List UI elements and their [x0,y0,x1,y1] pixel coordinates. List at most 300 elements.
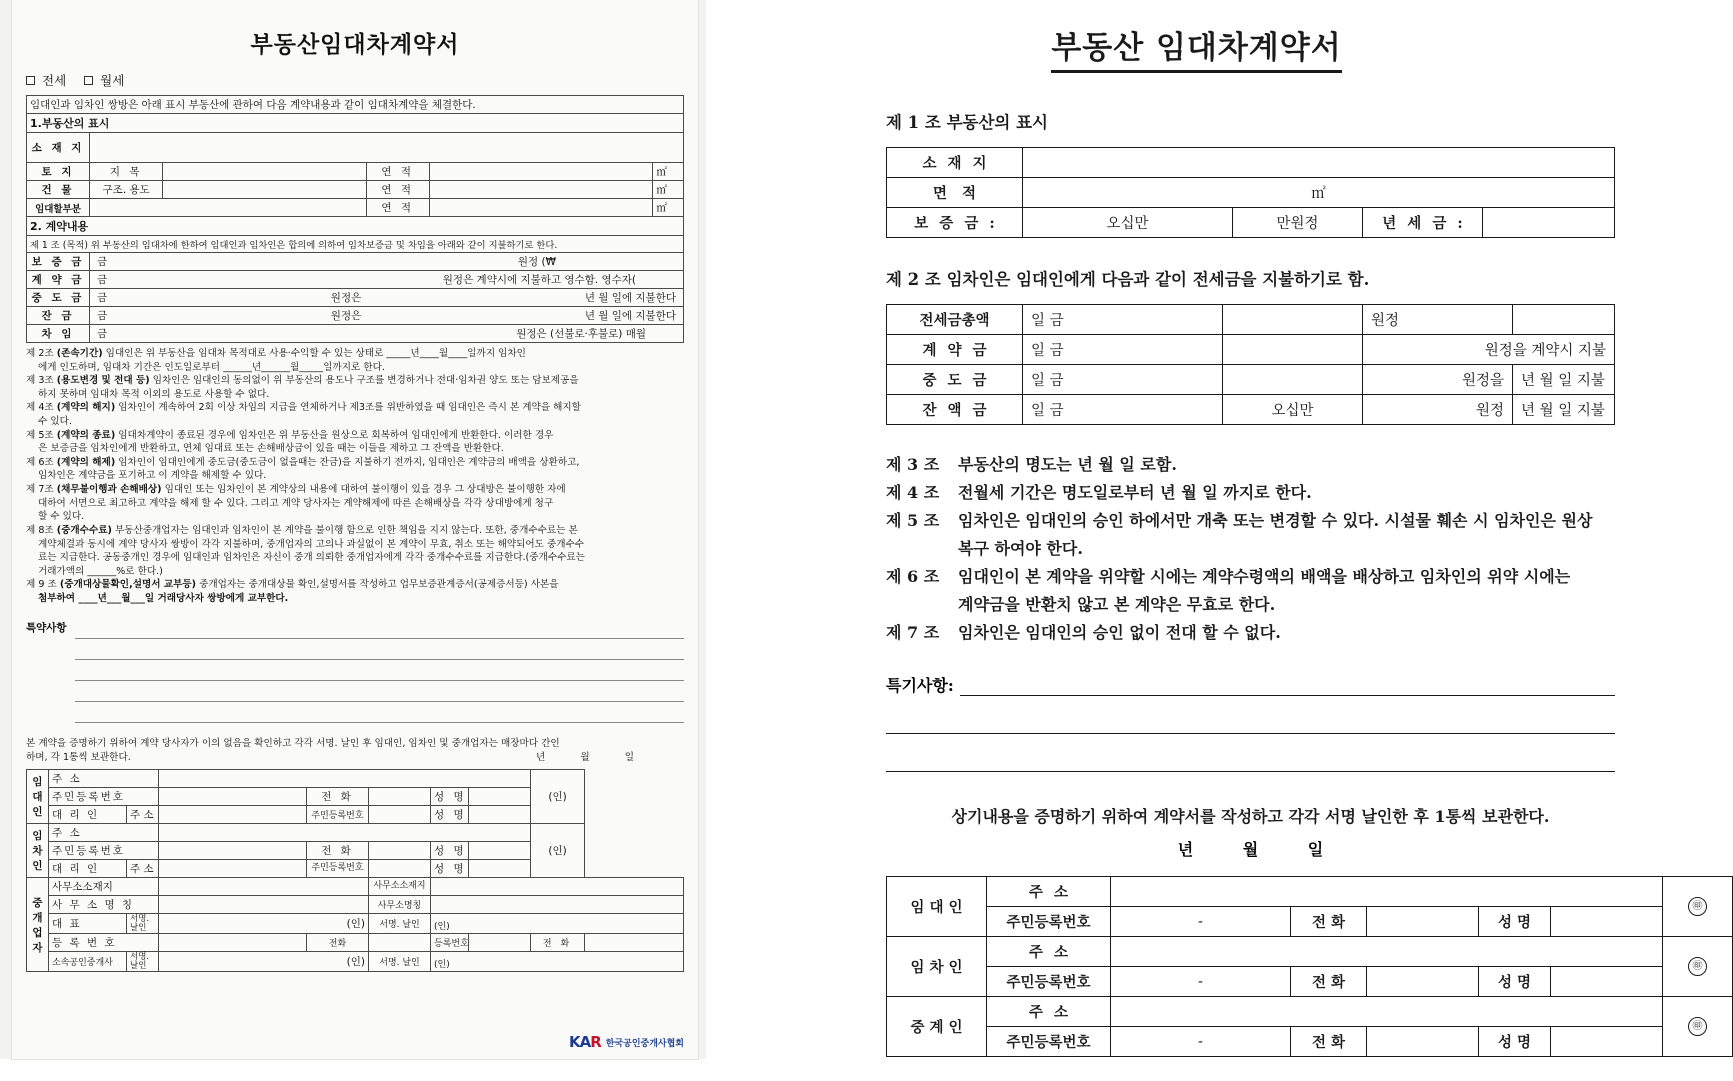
sig-value-lessee-name[interactable] [469,842,585,860]
checkbox-jeonse[interactable] [26,71,66,89]
money-row-interim [27,289,684,307]
closing-date-month: 월 [580,751,590,763]
right-signature-block [886,876,1703,1057]
special-terms-line[interactable] [75,702,684,723]
special-terms-line[interactable] [75,618,684,639]
checkbox-box-icon[interactable] [84,76,93,85]
left-closing-block [26,737,684,766]
right-sig-value-broker-phone[interactable] [1367,1027,1479,1057]
sig-row-lessor-address [27,770,684,788]
money-value-interim[interactable] [90,289,684,307]
checkbox-jeonse-label: 전세 [42,73,67,88]
right-pay-mid-balance[interactable]: 오십만 [1223,395,1363,425]
kar-logo-mark-right: R [590,1033,601,1051]
right-pay-prefix-total: 일 금 [1023,305,1223,335]
sig-value-broker-reg-no-2[interactable] [469,934,531,952]
right-sig-label-broker-name: 성 명 [1479,1027,1551,1057]
right-property-table [886,147,1615,238]
right-sig-seal-lessee [1663,937,1733,997]
right-sig-value-lessee-address[interactable] [1111,937,1663,967]
right-sig-party-lessee: 임 차 인 [887,937,987,997]
money-prefix-interim: 금 [97,292,108,304]
money-row-rent [27,325,684,343]
sig-label-lessor-phone: 전 화 [307,788,369,806]
right-clause-list [886,451,1615,647]
right-special-label: 특기사항: [886,676,954,695]
right-clause-6 [886,563,1615,619]
sig-group-label-char-5: 차 [32,845,43,858]
clause-7-no: 제 7조 [26,484,54,496]
right-pay-row-balance [887,395,1615,425]
area-label-land: 연 적 [366,163,429,181]
right-label-location: 소 재 지 [887,148,1023,178]
right-sig-label-broker-phone: 전 화 [1291,1027,1367,1057]
money-suffix-balance: 원정은 [330,310,362,322]
clause-2-text-1: 임대인은 위 부동산을 임대차 목적대로 사용·수익할 수 있는 상태로 _____년____월____일까지 임차인 [105,348,526,359]
intro-band-row [27,96,684,114]
sig-group-label-char-7: 중 [32,896,43,909]
left-clause-list [26,347,684,606]
sig-value-lessor-address[interactable] [159,770,531,788]
right-pay-prefix-balance: 일 금 [1023,395,1223,425]
section2-intro: 제 1 조 (목적) 위 부동산의 임대차에 한하여 임대인과 임차인은 합의에 의하여 임차보증금 및 차임을 아래와 같이 지불하기로 한다. [27,236,684,253]
clause-8-line-4: 거래가액의 ______%로 한다.) [38,565,163,577]
clause-6-line-2: 임차인은 계약금을 포기하고 이 계약을 해제할 수 있다. [38,470,267,482]
sig-label-lessee-agent: 대 리 인 [49,860,127,878]
left-signature-table [26,769,684,972]
clause-5-line-1 [26,429,684,443]
sig-label-lessee-agent-id: 주민등록번호 [307,860,369,878]
clause-8-line-3: 료는 지급한다. 공동중개인 경우에 임대인과 임차인은 자신이 중개 의뢰한 중개업자에게 각각 중개수수료를 지급한다.(중개수수료는 [38,552,585,564]
right-sig-row-lessor-id [887,907,1733,937]
right-label-area: 면 적 [887,178,1023,208]
sig-value-broker-office-location-2[interactable] [431,878,684,896]
sig-value-lessor-agent-id[interactable] [369,806,431,824]
closing-date [536,751,684,765]
sig-label-lessee-phone: 전 화 [307,842,369,860]
sig-sublabel-broker-associate-sign: 서명. 날인 [127,952,159,972]
clause-9-no: 제 9 조 [26,579,57,591]
money-label-deposit: 보 증 금 [27,253,90,271]
clause-9-title: (중개대상물확인,설명서 교부등) [59,579,197,591]
right-row-location [887,148,1615,178]
right-pay-prefix-contract: 일 금 [1023,335,1223,365]
sig-seal-lessor: (인) [531,770,585,824]
right-value-deposit-amount[interactable]: 오십만 [1023,208,1233,238]
money-row-balance [27,307,684,325]
sig-seal-broker-rep-b: (인) [431,914,684,934]
sig-value-broker-office-location[interactable] [159,878,369,896]
sig-row-lessor-agent [27,806,684,824]
row-label-building: 건 물 [27,181,90,199]
clause-4-line-1 [26,401,684,415]
sig-row-broker-reg-no [27,934,684,952]
right-special-line-1[interactable] [960,676,1615,696]
right-special-line-3[interactable] [886,734,1615,772]
sig-row-lessee-agent [27,860,684,878]
sig-group-label-lessor [27,770,49,824]
sig-value-lessee-agent-addr[interactable] [159,860,307,878]
sig-value-lessor-phone[interactable] [369,788,431,806]
sig-group-label-lessee [27,824,49,878]
right-sig-value-lessor-id[interactable]: - [1111,907,1291,937]
right-sig-value-lessee-name[interactable] [1551,967,1663,997]
right-signature-table [886,876,1733,1057]
right-closing-note: 상기내용을 증명하기 위하여 계약서를 작성하고 각각 서명 날인한 후 1통씩 보관한다. [951,807,1550,826]
location-label: 소 재 지 [27,133,90,163]
right-sig-label-broker-address: 주 소 [987,997,1111,1027]
sig-label-lessor-agent-name: 성 명 [431,806,469,824]
right-sig-value-lessor-name[interactable] [1551,907,1663,937]
right-sig-seal-lessor [1663,877,1733,937]
checkbox-wolse-label: 월세 [100,73,125,88]
lease-type-checkbox-row [26,71,698,89]
sig-label-broker-office-name: 사 무 소 명 칭 [49,896,159,914]
kar-logo-mark [569,1033,601,1051]
right-pay-suffix-contract: 원정을 계약시 지불 [1363,335,1615,365]
money-tail-balance: 년 월 일에 지불한다 [584,310,676,322]
right-article1-block [886,109,1615,238]
right-pay-label-interim: 중 도 금 [887,365,1023,395]
table-row-land [27,163,684,181]
checkbox-box-icon[interactable] [26,76,35,85]
right-closing-date: 년 월 일 [1177,840,1346,859]
right-sig-label-lessor-id: 주민등록번호 [987,907,1111,937]
intro-text: 임대인과 임차인 쌍방은 아래 표시 부동산에 관하여 다음 계약내용과 같이 임대차계약을 체결한다. [27,96,684,114]
sig-label-broker-associate-sign-2: 서명. 날인 [369,952,431,972]
closing-date-year: 년 [536,751,546,763]
sig-value-broker-phone-a[interactable] [369,934,431,952]
sig-group-label-broker [27,878,49,972]
right-sig-party-broker: 중 계 인 [887,997,987,1057]
sig-sublabel-broker-rep-sign: 서명. 날인 [127,914,159,934]
right-sig-value-lessee-phone[interactable] [1367,967,1479,997]
area-label-building: 연 적 [366,181,429,199]
right-sig-row-broker-id [887,1027,1733,1057]
sig-value-lessee-agent-id[interactable] [369,860,431,878]
money-label-contract: 계 약 금 [27,271,90,289]
clause-5-no: 제 5조 [26,429,54,441]
right-pay-tail-interim: 년 월 일 지불 [1513,365,1615,395]
sig-row-lessee-id [27,842,684,860]
clause-4-no: 제 4조 [26,402,54,414]
right-clause-3-no: 제 3 조 [886,455,940,474]
sig-seal-broker-associate-a: (인) [159,952,369,972]
left-document-body [26,95,684,972]
clause-2-title: (존속기간) [56,348,103,359]
right-sig-row-lessor-address [887,877,1733,907]
row-value-building[interactable] [163,181,366,199]
sig-seal-broker-rep-a: (인) [159,914,369,934]
section2-heading: 2. 계약내용 [27,217,684,236]
sig-sublabel-lessor-agent-addr: 주 소 [127,806,159,824]
right-sig-label-lessor-phone: 전 화 [1291,907,1367,937]
row-sublabel-building: 구조. 용도 [90,181,163,199]
sig-value-broker-office-name-2[interactable] [431,896,684,914]
money-label-balance: 잔 금 [27,307,90,325]
seal-stamp-icon: ㊞ [1688,897,1707,916]
sig-row-broker-associate [27,952,684,972]
sig-value-broker-reg-no[interactable] [159,934,307,952]
clause-3-no: 제 3조 [26,375,54,387]
row-label-leased-part: 임대할부분 [27,199,90,217]
right-clause-5-no: 제 5 조 [886,511,940,530]
clause-9-text-1: 중개업자는 중개대상물 확인,설명서를 작성하고 업무보증관계증서(공제증서등) 사본을 [199,579,559,591]
sig-row-lessee-address [27,824,684,842]
sig-row-broker-rep [27,914,684,934]
money-value-deposit[interactable] [90,253,684,271]
right-label-annual-rent: 년 세 금 : [1363,208,1483,238]
article1-heading: 제 1 조 부동산의 표시 [886,113,1048,132]
right-clause-6-text-1: 임대인이 본 계약을 위약할 시에는 계약수령액의 배액을 배상하고 임차인의 위약 시에는 [958,567,1571,586]
right-article2-block [886,266,1615,425]
money-suffix-interim: 원정은 [330,292,362,304]
right-sig-label-lessor-name: 성 명 [1479,907,1551,937]
row-value-leased-part[interactable] [90,199,367,217]
left-document-sheet [12,0,698,1059]
clause-4-text-1: 임차인이 계속하여 2회 이상 차임의 지급을 연체하거나 제3조를 위반하였을 때 임대인은 즉시 본 계약을 해지할 [118,402,581,414]
right-pay-label-balance: 잔 액 금 [887,395,1023,425]
right-value-location[interactable] [1023,148,1615,178]
sig-row-broker-office-name [27,896,684,914]
clause-6-no: 제 6조 [26,456,54,468]
kar-logo-mark-left: KA [568,1033,591,1051]
area-value-leased-part[interactable] [429,199,653,217]
right-sig-value-lessee-id[interactable]: - [1111,967,1291,997]
right-sig-row-lessee-address [887,937,1733,967]
sig-value-lessor-agent-name[interactable] [469,806,585,824]
clause-9-text-2: 첨부하여 ____년___월___일 거래당사자 쌍방에게 교부한다. [38,592,289,604]
sig-label-lessor-address: 주 소 [49,770,159,788]
right-pay-label-total: 전세금총액 [887,305,1023,335]
right-sig-label-lessor-address: 주 소 [987,877,1111,907]
sig-row-broker-office-location [27,878,684,896]
special-terms-lines[interactable] [75,618,684,723]
right-clause-7 [886,619,1615,647]
right-sig-value-broker-address[interactable] [1111,997,1663,1027]
sig-label-broker-office-location-2: 사무소소재지 [369,878,431,896]
clause-6-title: (계약의 해제) [56,456,116,468]
closing-line-1: 본 계약을 증명하기 위하여 계약 당사자가 이의 없음을 확인하고 각각 서명. 날인 후 임대인, 임차인 및 중개업자는 매장마다 간인 [26,737,560,749]
sig-label-broker-office-name-2: 사무소명칭 [369,896,431,914]
sig-sublabel-lessee-agent-addr: 주 소 [127,860,159,878]
area-unit-leased-part: ㎡ [653,199,684,217]
right-clause-6-no: 제 6 조 [886,567,940,586]
clause-3-text-1: 임차인은 임대인의 동의없이 위 부동산의 용도나 구조를 변경하거나 전대·임차권 양도 또는 담보제공을 [152,375,579,387]
clause-7-line-1 [26,483,684,497]
sig-value-lessor-name[interactable] [469,788,585,806]
table-row-leased-part [27,199,684,217]
row-label-land: 토 지 [27,163,90,181]
right-clause-3 [886,451,1615,479]
clause-7-text-1: 임대인 또는 임차인이 본 계약상의 내용에 대하여 불이행이 있을 경우 그 상대방은 불이행한 자에 [164,484,566,496]
area-unit-land: ㎡ [653,163,684,181]
clause-4-title: (계약의 해지) [56,402,116,414]
sig-value-lessee-agent-name[interactable] [469,860,585,878]
clause-7-title: (채무불이행과 손해배상) [56,484,162,496]
right-payment-table [886,304,1615,425]
area-value-building[interactable] [429,181,653,199]
special-terms-line[interactable] [75,660,684,681]
right-page-title [706,22,1687,67]
right-clause-4-no: 제 4 조 [886,483,940,502]
sig-group-label-char-3: 인 [32,806,43,819]
right-sig-party-lessor: 임 대 인 [887,877,987,937]
closing-line-2: 하며, 각 1통씩 보관한다. [26,751,131,763]
right-pay-suffix-total: 원정 [1363,305,1513,335]
clause-2-line-2: 에게 인도하며, 임대차 기간은 인도일로부터 ______년______월_____일까지로 한다. [38,361,385,373]
sig-label-lessee-id: 주민등록번호 [49,842,159,860]
right-value-deposit-unit: 만원정 [1233,208,1363,238]
money-prefix-rent: 금 [97,328,108,340]
sig-label-broker-reg-no: 등 록 번 호 [49,934,159,952]
sig-label-lessee-address: 주 소 [49,824,159,842]
right-pay-suffix-interim: 원정을 [1363,365,1513,395]
right-pay-tail-balance: 년 월 일 지불 [1513,395,1615,425]
sig-value-broker-office-name[interactable] [159,896,369,914]
right-clause-7-text: 임차인은 임대인의 승인 없이 전대 할 수 없다. [958,623,1281,642]
right-sig-value-broker-name[interactable] [1551,1027,1663,1057]
right-special-block [886,673,1615,772]
sig-group-label-char-10: 자 [32,941,43,954]
sig-value-lessee-phone[interactable] [369,842,431,860]
clause-8-no: 제 8조 [26,524,54,536]
special-terms-line[interactable] [75,639,684,660]
sig-label-lessor-agent: 대 리 인 [49,806,127,824]
special-terms-line[interactable] [75,681,684,702]
clause-2-no: 제 2조 [26,348,54,359]
right-closing-block [886,804,1615,860]
section2-intro-row [27,236,684,253]
sig-label-lessor-agent-id: 주민등록번호 [307,806,369,824]
clause-8-line-2: 계약체결과 동시에 계약 당사자 쌍방이 각각 지불하며, 중개업자의 고의나 과실없이 본 계약이 무효, 취소 또는 해약되어도 중개수수 [38,538,585,550]
seal-stamp-icon: ㊞ [1688,1017,1707,1036]
checkbox-wolse[interactable] [84,71,124,89]
sig-label-lessee-name: 성 명 [431,842,469,860]
section1-heading: 1.부동산의 표시 [27,114,684,133]
seal-stamp-icon: ㊞ [1688,957,1707,976]
area-value-land[interactable] [429,163,653,181]
right-pay-tail-total [1513,305,1615,335]
property-table [26,95,684,343]
money-suffix-rent: 원정은 (선불로·후불로) 매월 [516,328,646,340]
left-page-title: 부동산임대차계약서 [250,32,460,58]
right-clause-5 [886,507,1615,563]
right-clause-7-no: 제 7 조 [886,623,940,642]
row-value-land[interactable] [163,163,366,181]
right-sig-value-lessor-phone[interactable] [1367,907,1479,937]
right-sig-row-broker-address [887,997,1733,1027]
money-value-balance[interactable] [90,307,684,325]
closing-line-2-row [26,751,684,765]
right-sig-label-broker-id: 주민등록번호 [987,1027,1111,1057]
money-row-deposit [27,253,684,271]
clause-8-title: (중개수수료) [56,524,112,536]
location-row [27,133,684,163]
location-value[interactable] [90,133,684,163]
right-sig-label-lessee-id: 주민등록번호 [987,967,1111,997]
area-label-leased-part: 연 적 [366,199,429,217]
right-value-area[interactable]: ㎡ [1023,178,1615,208]
money-value-contract[interactable] [90,271,684,289]
right-special-line-2[interactable] [886,696,1615,734]
right-sig-value-lessor-address[interactable] [1111,877,1663,907]
money-row-contract [27,271,684,289]
sig-label-broker-rep: 대 표 [49,914,127,934]
sig-label-broker-associate: 소속공인중개사 [49,952,127,972]
closing-date-day: 일 [624,751,634,763]
sig-value-broker-phone-b[interactable] [585,934,684,952]
row-sublabel-land: 지 목 [90,163,163,181]
sig-group-label-char-2: 대 [32,791,43,804]
clause-3-line-2: 하지 못하며 임대차 목적 이외의 용도로 사용할 수 없다. [38,388,270,400]
sig-group-label-char-6: 인 [32,860,43,873]
right-sig-row-lessee-id [887,967,1733,997]
money-value-rent[interactable] [90,325,684,343]
table-row-building [27,181,684,199]
clause-5-text-1: 임대차계약이 종료된 경우에 임차인은 위 부동산을 원상으로 회복하여 임대인에게 반환한다. 이러한 경우 [118,429,554,441]
right-pay-label-contract: 계 약 금 [887,335,1023,365]
right-pay-row-interim [887,365,1615,395]
clause-2-line-1 [26,347,684,361]
right-document-pane [706,0,1703,1059]
clause-6-text-1: 임차인이 임대인에게 중도금(중도금이 없을때는 잔금)을 지불하기 전까지, 임대인은 계약금의 배액을 상환하고, [118,456,580,468]
money-suffix-deposit: 원정 (₩ [517,256,556,268]
right-clause-3-text: 부동산의 명도는 년 월 일 로함. [958,455,1177,474]
clause-6-line-1 [26,456,684,470]
right-row-area [887,178,1615,208]
sig-group-label-char-9: 업 [32,926,43,939]
kar-association-logo [569,1033,684,1051]
right-clause-5-text-2: 복구 하여야 한다. [958,539,1083,558]
sig-value-lessor-agent-addr[interactable] [159,806,307,824]
clause-8-line-1 [26,524,684,538]
right-row-deposit [887,208,1615,238]
money-prefix-deposit: 금 [97,256,108,268]
sig-value-lessee-id[interactable] [159,842,307,860]
article2-heading: 제 2 조 임차인은 임대인에게 다음과 같이 전세금을 지불하기로 함. [886,270,1370,289]
clause-5-line-2: 은 보증금을 임차인에게 반환하고, 연체 임대료 또는 손해배상금이 있을 때는 이들을 제하고 그 잔액을 반환한다. [38,443,504,455]
sig-seal-broker-associate-b: (인) [431,952,684,972]
sig-label-broker-reg-no-2: 등록번호 [431,934,469,952]
right-pay-mid-interim[interactable] [1223,365,1363,395]
money-label-interim: 중 도 금 [27,289,90,307]
special-terms-block [26,618,684,723]
right-sig-value-broker-id[interactable]: - [1111,1027,1291,1057]
money-suffix-contract: 원정은 계약시에 지불하고 영수함. 영수자( [442,274,636,286]
clause-8-text-1: 부동산중개업자는 임대인과 임차인이 본 계약을 불이행 함으로 인한 책임을 지지 않는다. 또한, 중개수수료는 본 [114,524,578,536]
right-value-annual-rent[interactable] [1483,208,1615,238]
clause-5-title: (계약의 종료) [56,429,116,441]
clause-3-title: (용도변경 및 전대 등) [56,375,150,387]
sig-value-lessor-id[interactable] [159,788,307,806]
sig-value-lessee-address[interactable] [159,824,531,842]
right-label-deposit: 보 증 금 : [887,208,1023,238]
money-label-rent: 차 임 [27,325,90,343]
sig-seal-lessee: (인) [531,824,585,878]
right-special-row [886,673,1615,696]
sig-group-label-char-4: 임 [32,830,43,843]
right-sig-label-lessee-name: 성 명 [1479,967,1551,997]
right-pay-mid-contract[interactable] [1223,335,1363,365]
sig-group-label-char-1: 임 [32,776,43,789]
right-pay-mid-total[interactable] [1223,305,1363,335]
right-sig-seal-broker [1663,997,1733,1057]
right-pay-suffix-balance: 원정 [1363,395,1513,425]
left-document-pane [0,0,706,1059]
right-pay-prefix-interim: 일 금 [1023,365,1223,395]
sig-label-broker-phone-a: 전화 [307,934,369,952]
